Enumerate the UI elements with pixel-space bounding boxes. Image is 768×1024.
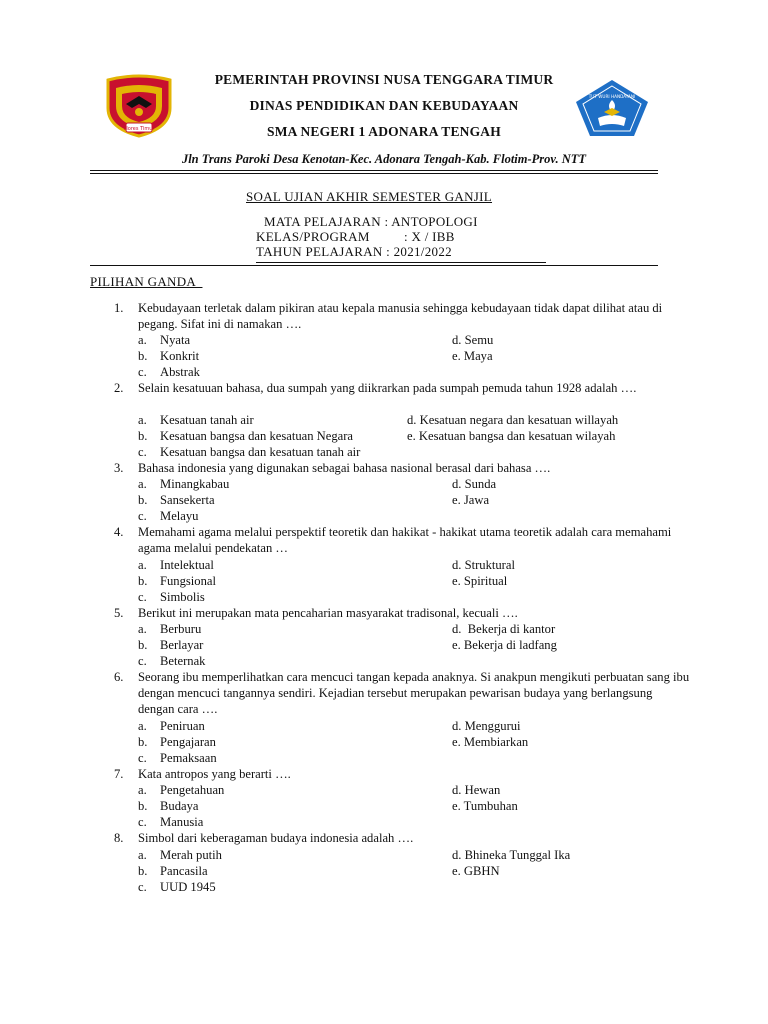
option-text: Berlayar <box>160 638 204 652</box>
option-letter: c. <box>138 509 147 523</box>
question-number: 7. <box>114 767 124 781</box>
option-d: d. Semu <box>452 333 494 347</box>
option-b <box>138 798 198 814</box>
option-b <box>138 863 208 879</box>
option-text: Pengetahuan <box>160 783 225 797</box>
option-letter: a. <box>138 413 147 427</box>
option-text: Fungsional <box>160 574 216 588</box>
question-text: Memahami agama melalui perspektif teoretik dan hakikat - hakikat utama teoretik adalah cara memahami agama melalui pendekatan … <box>138 525 672 555</box>
option-text: Intelektual <box>160 558 214 572</box>
option-letter: b. <box>138 349 148 363</box>
option-a <box>138 782 224 798</box>
title-rule <box>90 265 658 266</box>
header-rule-top <box>90 170 658 171</box>
option-c <box>138 653 205 669</box>
question-text: Selain kesatuuan bahasa, dua sumpah yang diikrarkan pada sumpah pemuda tahun 1928 adalah …. <box>138 381 637 395</box>
option-text: Kesatuan bangsa dan kesatuan Negara <box>160 429 354 443</box>
option-text: Pemaksaan <box>160 751 217 765</box>
school-address: Jln Trans Paroki Desa Kenotan-Kec. Adonara Tengah-Kab. Flotim-Prov. NTT <box>181 152 587 166</box>
question-text: Seorang ibu memperlihatkan cara mencuci tangan kepada anaknya. Si anakpun mengikuti perbuatan sang ibu dengan mencuci tangannya sendiri. Kejadian tersebut merupakan pewarisan budaya yang berlangsung dengan cara …. <box>138 670 690 716</box>
option-c <box>138 444 360 460</box>
option-letter: b. <box>138 493 148 507</box>
option-c <box>138 508 198 524</box>
exam-class-value: : X / IBB <box>404 229 455 244</box>
option-letter: c. <box>138 751 147 765</box>
option-letter: c. <box>138 815 147 829</box>
question-number: 2. <box>114 381 124 395</box>
option-letter: b. <box>138 799 148 813</box>
option-text: Abstrak <box>160 365 200 379</box>
option-letter: c. <box>138 654 147 668</box>
emblem-ring-text: TUT WURI HANDAYANI <box>588 94 636 99</box>
option-text: Minangkabau <box>160 477 230 491</box>
option-a <box>138 412 254 428</box>
option-a <box>138 718 205 734</box>
question-text: Kata antropos yang berarti …. <box>138 767 291 781</box>
option-letter: b. <box>138 638 148 652</box>
header-rule-bottom <box>90 173 658 174</box>
option-letter: b. <box>138 864 148 878</box>
option-letter: a. <box>138 719 147 733</box>
emblem-ribbon-text: Flores Timur <box>123 126 155 132</box>
exam-year: TAHUN PELAJARAN : 2021/2022 <box>256 244 452 259</box>
option-b <box>138 573 216 589</box>
option-a <box>138 476 229 492</box>
option-d: d. Kesatuan negara dan kesatuan willayah <box>407 413 619 427</box>
option-e: e. Jawa <box>452 493 490 507</box>
option-e: e. Kesatuan bangsa dan kesatuan wilayah <box>407 429 616 443</box>
question-number: 3. <box>114 461 124 475</box>
option-text: Budaya <box>160 799 199 813</box>
option-c <box>138 589 205 605</box>
option-b <box>138 348 199 364</box>
option-letter: c. <box>138 590 147 604</box>
option-letter: a. <box>138 477 147 491</box>
question-text: Kebudayaan terletak dalam pikiran atau kepala manusia sehingga kebudayaan tidak dapat dilihat atau di pegang. Sifat ini di namakan …. <box>138 301 663 331</box>
option-d: d. Sunda <box>452 477 497 491</box>
exam-subject: MATA PELAJARAN : ANTOPOLOGI <box>264 214 478 229</box>
option-e: e. Tumbuhan <box>452 799 518 813</box>
option-letter: a. <box>138 783 147 797</box>
option-text: Simbolis <box>160 590 205 604</box>
option-text: Beternak <box>160 654 206 668</box>
option-e: e. Membiarkan <box>452 735 529 749</box>
option-text: Nyata <box>160 333 191 347</box>
option-text: UUD 1945 <box>160 880 216 894</box>
option-text: Konkrit <box>160 349 200 363</box>
option-c <box>138 364 200 380</box>
question-number: 4. <box>114 525 124 539</box>
option-letter: c. <box>138 365 147 379</box>
question-text: Bahasa indonesia yang digunakan sebagai bahasa nasional berasal dari bahasa …. <box>138 461 551 475</box>
government-heading: PEMERINTAH PROVINSI NUSA TENGGARA TIMUR <box>214 72 554 87</box>
option-letter: a. <box>138 622 147 636</box>
option-letter: a. <box>138 848 147 862</box>
question-text: Berikut ini merupakan mata pencaharian masyarakat tradisonal, kecuali …. <box>138 606 518 620</box>
option-a <box>138 847 222 863</box>
option-text: Kesatuan tanah air <box>160 413 254 427</box>
option-letter: b. <box>138 429 148 443</box>
question-number: 6. <box>114 670 124 684</box>
option-text: Melayu <box>160 509 199 523</box>
option-a <box>138 332 190 348</box>
option-d: d. Bhineka Tunggal Ika <box>452 848 571 862</box>
option-letter: a. <box>138 333 147 347</box>
department-heading: DINAS PENDIDIKAN DAN KEBUDAYAAN <box>249 98 519 113</box>
option-text: Kesatuan bangsa dan kesatuan tanah air <box>160 445 361 459</box>
option-e: e. GBHN <box>452 864 500 878</box>
option-text: Sansekerta <box>160 493 215 507</box>
option-letter: b. <box>138 574 148 588</box>
option-text: Pengajaran <box>160 735 216 749</box>
option-d: d. Hewan <box>452 783 501 797</box>
option-c <box>138 750 217 766</box>
option-letter: c. <box>138 445 147 459</box>
option-b <box>138 428 353 444</box>
option-letter: c. <box>138 880 147 894</box>
question-number: 5. <box>114 606 124 620</box>
option-a <box>138 557 214 573</box>
option-b <box>138 637 203 653</box>
question-text: Simbol dari keberagaman budaya indonesia adalah …. <box>138 831 414 845</box>
option-text: Manusia <box>160 815 204 829</box>
option-e: e. Maya <box>452 349 493 363</box>
question-number: 8. <box>114 831 124 845</box>
exam-class-label: KELAS/PROGRAM <box>256 229 370 244</box>
option-d: d. Bekerja di kantor <box>452 622 556 636</box>
question-number: 1. <box>114 301 124 315</box>
school-heading: SMA NEGERI 1 ADONARA TENGAH <box>267 124 501 139</box>
option-text: Merah putih <box>160 848 222 862</box>
option-b <box>138 492 215 508</box>
option-c <box>138 814 203 830</box>
option-letter: a. <box>138 558 147 572</box>
title-underline <box>256 262 546 263</box>
section-title: PILIHAN GANDA <box>90 274 203 289</box>
option-a <box>138 621 201 637</box>
option-text: Berburu <box>160 622 202 636</box>
option-text: Pancasila <box>160 864 208 878</box>
option-letter: b. <box>138 735 148 749</box>
option-e: e. Spiritual <box>452 574 508 588</box>
exam-title: SOAL UJIAN AKHIR SEMESTER GANJIL <box>246 189 493 204</box>
option-b <box>138 734 216 750</box>
option-e: e. Bekerja di ladfang <box>452 638 557 652</box>
option-d: d. Menggurui <box>452 719 521 733</box>
option-d: d. Struktural <box>452 558 515 572</box>
option-text: Peniruan <box>160 719 205 733</box>
option-c <box>138 879 216 895</box>
